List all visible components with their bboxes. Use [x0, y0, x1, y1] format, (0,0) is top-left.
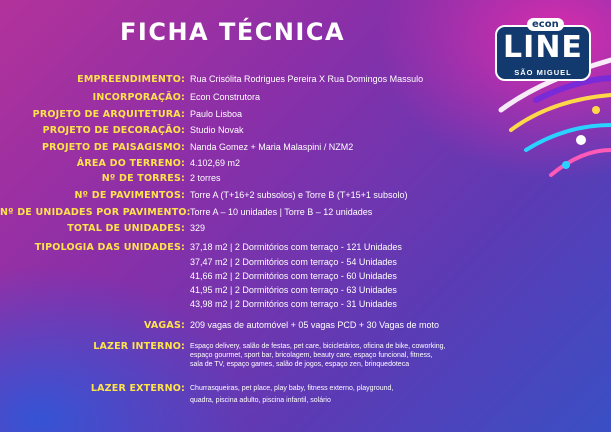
spec-label: INCORPORAÇÃO: [92, 92, 185, 103]
spec-value: Torre A (T+16+2 subsolos) e Torre B (T+15+1 subsolo) [190, 190, 408, 200]
logo-subtitle: SÃO MIGUEL [514, 68, 572, 77]
logo-brand: econ [527, 18, 564, 31]
lazer-externo-line: Churrasqueiras, pet place, play baby, fitness externo, playground, [190, 385, 394, 392]
spec-value: Studio Novak [190, 125, 244, 135]
tipologia-item: 37,18 m2 | 2 Dormitórios com terraço - 121 Unidades [190, 242, 402, 252]
spec-label: ÁREA DO TERRENO: [76, 158, 185, 169]
spec-label: LAZER EXTERNO: [90, 383, 185, 394]
spec-value: 329 [190, 223, 206, 233]
spec-label: EMPREENDIMENTO: [77, 74, 185, 85]
lazer-interno-line: Espaço delivery, salão de festas, pet care, bicicletários, oficina de bike, coworking, [190, 343, 446, 350]
spec-label: TIPOLOGIA DAS UNIDADES: [34, 242, 185, 253]
lazer-externo-line: quadra, piscina adulto, piscina infantil, solário [190, 397, 331, 404]
spec-label: VAGAS: [143, 320, 185, 331]
spec-value: Econ Construtora [190, 92, 261, 102]
page-title: FICHA TÉCNICA [120, 18, 346, 46]
spec-label: Nº DE TORRES: [101, 173, 185, 184]
spec-value: Rua Crisólita Rodrigues Pereira X Rua Domingos Massulo [190, 74, 424, 84]
spec-label: TOTAL DE UNIDADES: [67, 223, 185, 234]
spec-label: PROJETO DE ARQUITETURA: [32, 109, 185, 120]
spec-value: Torre A – 10 unidades | Torre B – 12 unidades [190, 207, 373, 217]
logo-name: LINE [503, 30, 583, 65]
spec-label: PROJETO DE PAISAGISMO: [42, 142, 185, 153]
spec-value: Nanda Gomez + Maria Malaspini / NZM2 [190, 142, 354, 152]
lazer-interno-line: sala de TV, espaço games, salão de jogos, espaço zen, brinquedoteca [190, 361, 410, 368]
spec-label: LAZER INTERNO: [93, 341, 185, 352]
tipologia-item: 41,95 m2 | 2 Dormitórios com terraço - 63 Unidades [190, 285, 397, 295]
spec-label: PROJETO DE DECORAÇÃO: [42, 125, 185, 136]
spec-value: Paulo Lisboa [190, 109, 243, 119]
tipologia-item: 37,47 m2 | 2 Dormitórios com terraço - 54 Unidades [190, 257, 397, 267]
spec-value: 209 vagas de automóvel + 05 vagas PCD + 30 Vagas de moto [190, 320, 439, 330]
lazer-interno-line: espaço gourmet, sport bar, bricolagem, beauty care, espaço funcional, fitness, [190, 352, 433, 359]
spec-label: Nº DE UNIDADES POR PAVIMENTO: [0, 207, 191, 218]
tipologia-item: 43,98 m2 | 2 Dormitórios com terraço - 31 Unidades [190, 299, 397, 309]
tipologia-item: 41,66 m2 | 2 Dormitórios com terraço - 60 Unidades [190, 271, 397, 281]
brand-logo [495, 19, 591, 81]
spec-value: 4.102,69 m2 [190, 158, 241, 168]
spec-value: 2 torres [190, 173, 221, 183]
spec-label: Nº DE PAVIMENTOS: [74, 190, 185, 201]
